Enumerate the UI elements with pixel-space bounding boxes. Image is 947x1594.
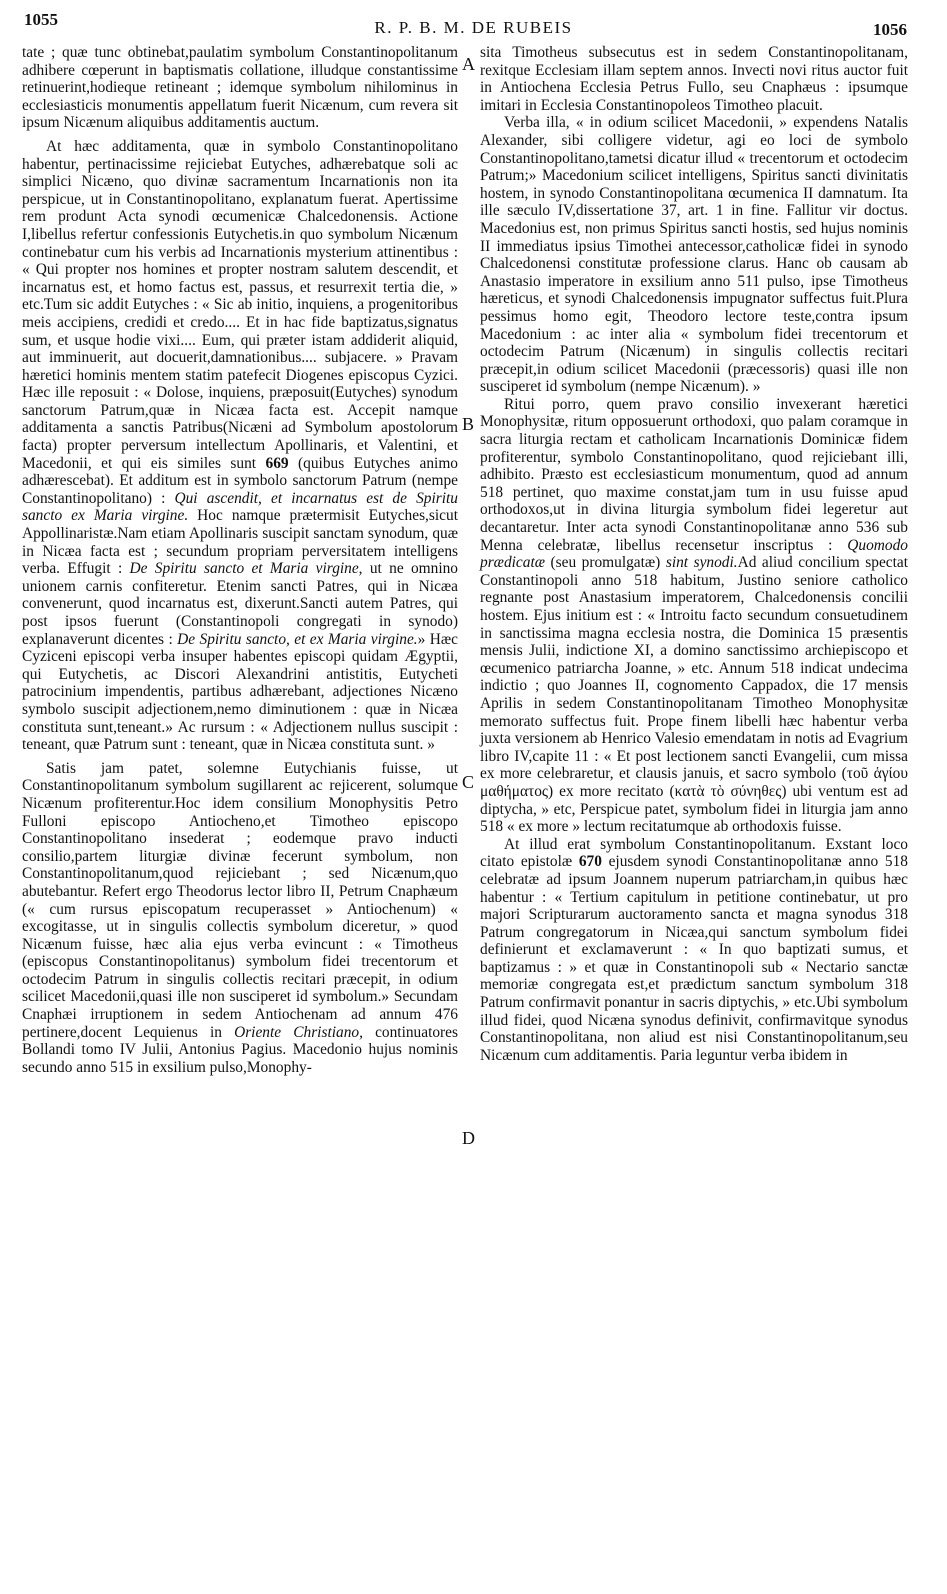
- italic-title: sint synodi.: [665, 554, 738, 572]
- paragraph: sita Timotheus subsecutus est in sedem Constantinopolitanam, rexitque Ecclesiam illam septem annos. Invecti novi ritus auctor fuit in Antiochena Ecclesia Petrus Fullo, seu Cnaphæus : ipsumque imitari in Ecclesia Constantinopoleos Timotheo placuit.: [480, 44, 908, 114]
- left-column: [22, 44, 458, 1076]
- margin-letter-b: B: [462, 414, 475, 434]
- margin-letter-c: C: [462, 772, 475, 792]
- paragraph: [22, 760, 458, 1077]
- running-title: R. P. B. M. DE RUBEIS: [374, 18, 573, 37]
- paragraph: [480, 836, 908, 1065]
- text-run: ejusdem synodi Constantinopolitanæ anno 518 celebratæ ad ipsum Joannem nuperum patriarcham,in quibus hæc habentur : « Tertium capitulum in petitione continebatur, ut pro majori Scripturarum auctoramento sancta et magna synodus 318 Patrum congregatorum in Nicæa,qui sanctum symbolum fidei definierunt et exclamaverunt : « In quo baptizati sumus, et baptizamus : » et quæ in Constantinopoli sub « Nectario sanctæ memoriæ congregata est,et prædictum sanctum symbolum 318 Patrum confirmavit ponantur in sacris diptychis, » etc.Ubi symbolum illud fidei, quod Nicæna synodus definivit, confirmavitque synodus Constantinopolitana, non aliud est nisi Constantinopolitanum,seu Nicænum cum additamentis. Paria leguntur verba ibidem in: [480, 853, 908, 1064]
- paragraph: [22, 138, 458, 754]
- italic-quote: De Spiritu sancto et Maria virgine,: [129, 560, 363, 578]
- text-run: Hoc namque prætermisit Eutyches,sicut Appollinaristæ.Nam etiam Apollinaris suscipit sanctam synodum, quæ in Nicæa facta est ; secundum propriam perversitatem intelligens verba. Effugit :: [22, 507, 458, 578]
- text-run: Ad aliud concilium spectat Constantinopoli anno 518 habitum, Justino seniore catholico regnante post Anastasium imperatorem, Chalcedonensis concilii hostem. Ejus initium est : « Introitu facto secundum consuetudinem in sanctissima magna ecclesia nostra, die Dominica 15 præsentis mensis Julii, indictione XI, a domino sanctissimo archiepiscopo et œcumenico patriarcha Joanne, » etc. Annum 518 indicat undecima indictio ; quo Joannes II, cognomento Cappadox, die 17 mensis Aprilis in sedem Constantinopolitanam Timotheo Monophysitæ memorato suffectus fuit. Prope finem libelli hæc habentur verba juxta versionem ab Henrico Valesio emendatam in notis ad Evagrium libro IV,capite 11 : « Et post lectionem sancti Evangelii, cum missa ex more celebraretur, et clausis januis, et sacro symbolo (τοῦ ἁγίου μαθήματος) ex more recitato (κατὰ τὸ σύνηθες) ubi ventum est ad diptycha, » etc, Perspicue patet, symbolum fidei in liturgia jam anno 518 « ex more » lectum recitatumque ab orthodoxis fuisse.: [480, 554, 908, 836]
- text-run: Satis jam patet, solemne Eutychianis fuisse, ut Constantinopolitanum symbolum sugillarent ac rejicerent, solumque Nicænum profiterentur.Hoc idem consilium Monophysitis Petro Fulloni episcopo Antiocheno,et Timotheo episcopo Constantinopolitano insederat ; eodemque pravo inducti consilio,partem liturgiæ divinæ fecerunt symbolum, non Constantinopolitanum,quod rejiciebant ; sed Nicænum,quo abutebantur. Refert ergo Theodorus lector libro II, Petrum Cnaphæum (« cum rursus episcopatum recuperasset » Antiochenum) « excogitasse, ut in singulis collectis symbolum diceretur, » quod Nicænum fuisse, hæc alia ejus verba evincunt : « Timotheus (episcopus Constantinopolitanus) symbolum fidei trecentorum et octodecim Patrum in singulis collectis recitari præcepit, in odium scilicet Macedonii,quasi ille non susciperet id symbolum.» Secundam Cnaphæi irruptionem in sedem Antiochenam ad annum 476 pertinere,docent Lequienus in: [22, 759, 458, 1041]
- text-run: Ritui porro, quem pravo consilio invexerant hæretici Monophysitæ, ritum opposuerunt orthodoxi, quo palam coramque in sacra liturgia rectam et catholicam Incarnationis Dominicæ fidem profiterentur, symbolo Constantinopolitano, quod rejiciebant illi, adhibito. Præsto est ecclesiasticum monumentum, quod ad annum 518 pertinet, quo maxime constat,jam tum in usu fuisse apud orthodoxos,ut in divina liturgia symbolum fidei legeretur aut decantaretur. Inter acta synodi Constantinopolitanæ anno 536 sub Menna celebratæ, libellus recensetur inscriptus :: [480, 395, 908, 554]
- text-run: At illud erat symbolum Constantinopolitanum. Exstant loco citato epistolæ: [480, 835, 908, 871]
- page-number-right: 1056: [873, 20, 907, 39]
- text-run: » Hæc Cyziceni episcopi verba insuper habentes episcopi quidam Ægyptii, qui Eutychetis, ac Discori Alexandrini antistitis, Eutycheti patrocinium impendentis, partibus adhærebant, adjectiones Nicæno symbolo suscipit adjectionem,nemo diminutionem : quæ in Nicæa constituta sunt,teneant.» Ac rursum : « Adjectionem nullus suscipit : teneant, quæ Patrum sunt : teneant, quæ in Nicæa constituta sunt. »: [22, 630, 458, 754]
- paragraph: tate ; quæ tunc obtinebat,paulatim symbolum Constantinopolitanum adhibere cœperunt in baptismatis collatione, illudque constantissime retinuerint,hodieque retineant ; idemque symbolum nihilominus in ecclesiasticis monumentis appellatum fuerit Nicænum, cum revera sit ipsum Nicænum aliquibus additamentis auctum.: [22, 44, 458, 132]
- page-number-left: 1055: [24, 10, 58, 29]
- text-run: continuatores Bollandi tomo IV Julii, Antonius Pagius. Macedonio hujus nominis secundo anno 515 in exsilium pulso,Monophy-: [22, 1023, 458, 1076]
- column-reference-number: 669: [265, 454, 289, 472]
- italic-title: Oriente Christiano,: [234, 1023, 363, 1041]
- italic-quote: De Spiritu sancto, et ex Maria virgine.: [177, 630, 418, 648]
- text-run: (seu promulgatæ): [545, 554, 666, 572]
- page-header: [0, 6, 947, 39]
- italic-quote: Qui ascendit, et incarnatus est de Spiritu sancto ex Maria virgine.: [22, 489, 458, 525]
- text-run: At hæc additamenta, quæ in symbolo Constantinopolitano habentur, pertinacissime rejiciebat Eutyches, adhærebatque soli ac simplici Nicæno, quo divinæ sacramentum Incarnationis non ita perspicue, ut in Constantinopolitano, explanatum fuerat. Apertissime rem produnt Acta synodi œcumenicæ Chalcedonensis. Actione I,libellus refertur confessionis Eutychetis.in quo symbolum Nicænum continebatur cum his verbis ad Incarnationis mysterium attinentibus : « Qui propter nos homines et propter nostram salutem descendit, et incarnatus est, et homo factus est, passus, et resurrexit tertia die, » etc.Tum sic addit Eutyches : « Sic ab initio, inquiens, a progenitoribus meis accipiens, credidi et credo.... Et in hac fide baptizatus,signatus sum, et usque hodie vixi.... Eum, qui præter istam addiderit aliquid, aut imminuerit, aut docuerit,damnationibus.... subjacere. » Pravam hæretici hominis mentem statim patefecit Diogenes episcopus Cyzici. Hæc ille reposuit : « Dolose, inquiens, præposuit(Eutyches) synodum sanctorum Patrum,quæ in Nicæa facta est. Accepit namque additamenta a sanctis Patribus(Nicæni ad Symbolum apostolorum facta) propter perversum intellectum Apollinaris, et Valentini, et Macedonii, et qui eis similes sunt: [22, 137, 458, 472]
- paragraph: Verba illa, « in odium scilicet Macedonii, » expendens Natalis Alexander, sibi colligere videtur, agi eo loci de symbolo Constantinopolitano,tametsi dicatur illud « trecentorum et octodecim Patrum;» Macedonium scilicet intelligens, Spiritus sancti divinitatis hostem, in synodo Constantinopolitana œcumenica II damnatum. Ita ille sæculo IV,dissertatione 37, art. 1 in fine. Fallitur vir doctus. Macedonius est, non primus Spiritus sancti hostis, sed hujus nominis II immediatus ipsius Timothei antecessor,catholicæ fidei in synodo Chalcedonensi constitutæ professione clarus. Hanc ob causam ab Anastasio imperatore in exsilium anno 511 pulso, ipse Timotheus hæreticus, et synodi Chalcedonensis impugnator suffectus fuit.Plura pessimus homo egit, Theodoro lectore teste,contra ipsum Macedonium : ac inter alia « symbolum fidei trecentorum et octodecim Patrum (Nicænum) in singulis collectis recitari præcepit,in odium scilicet Macedonii (præcessoris) quasi ille non susciperet id symbolum (nempe Nicænum). »: [480, 114, 908, 396]
- italic-title: Quomodo prædicatæ: [480, 536, 908, 572]
- text-run: ut ne omnino unionem carnis confiteretur. Etenim sancti Patres, qui in Nicæa convenerunt, quod incarnatus est, dixerunt.Sancti autem Patres, qui post ipsos fuerunt (Constantinopoli congregati in synodo) explanaverunt dicentes :: [22, 560, 458, 648]
- text-run: (quibus Eutyches animo adhærescebat). Et additum est in symbolo sanctorum Patrum (nempe Constantinopolitano) :: [22, 454, 458, 507]
- margin-letter-a: A: [462, 54, 475, 74]
- right-column: [480, 44, 908, 1064]
- column-reference-number: 670: [578, 853, 602, 871]
- margin-letter-d: D: [462, 1128, 475, 1148]
- paragraph: [480, 396, 908, 836]
